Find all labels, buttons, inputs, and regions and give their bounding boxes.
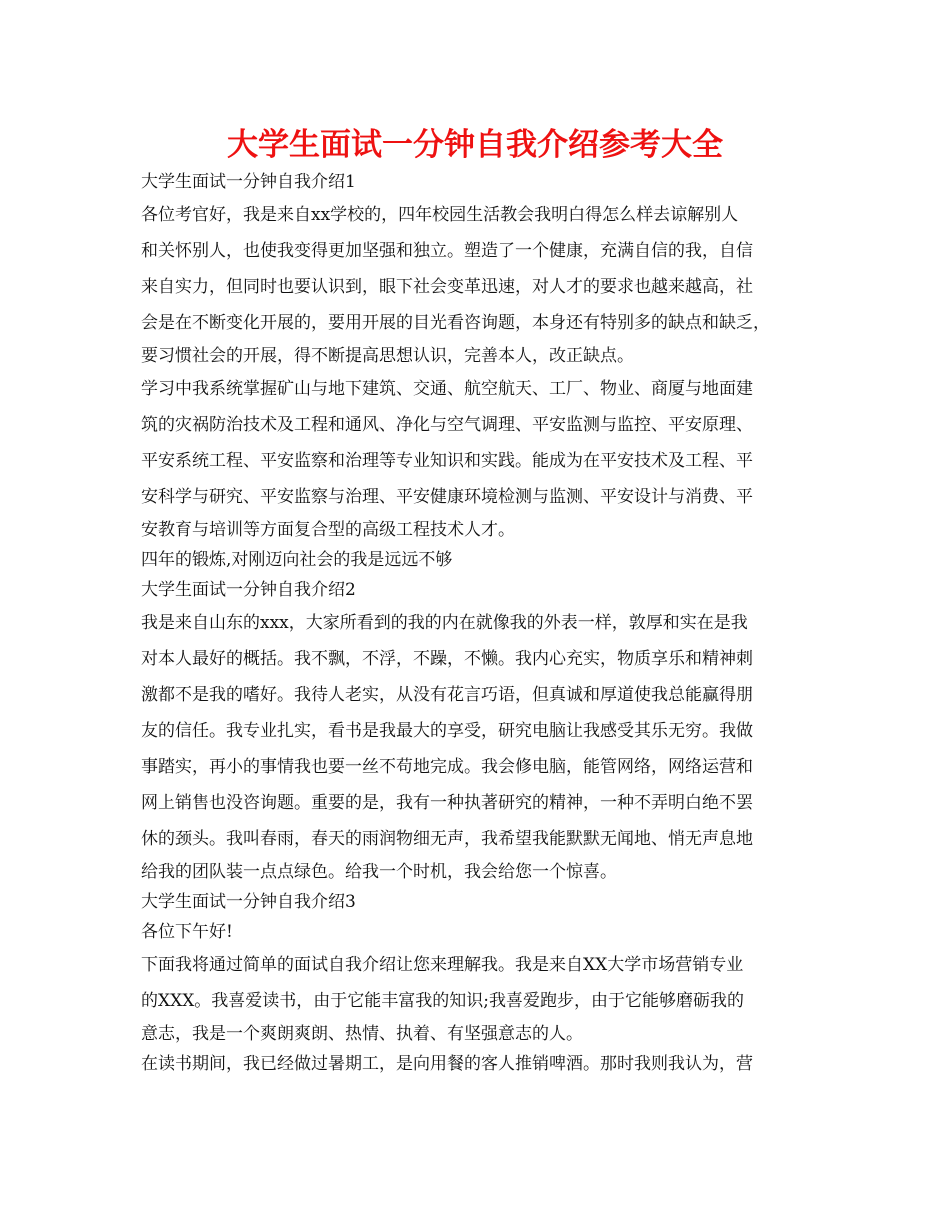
text-line: 大学生面试一分钟自我介绍2 xyxy=(141,580,356,600)
text-line: 休的颈头。我叫春雨，春天的雨润物细无声，我希望我能默默无闻地、悄无声息地 xyxy=(141,829,753,849)
text-line: 激都不是我的嗜好。我待人老实，从没有花言巧语，但真诚和厚道使我总能赢得朋 xyxy=(141,685,753,705)
text-line: 安教育与培训等方面复合型的高级工程技术人才。 xyxy=(141,520,515,540)
text-line: 四年的锻炼,对刚迈向社会的我是远远不够 xyxy=(141,550,453,570)
text-line: 学习中我系统掌握矿山与地下建筑、交通、航空航天、工厂、物业、商厦与地面建 xyxy=(141,379,753,399)
text-line: 会是在不断变化开展的，要用开展的目光看咨询题，本身还有特别多的缺点和缺乏， xyxy=(141,313,770,333)
text-line: 下面我将通过简单的面试自我介绍让您来理解我。我是来自XX大学市场营销专业 xyxy=(141,955,744,975)
text-line: 大学生面试一分钟自我介绍1 xyxy=(141,172,356,192)
text-line: 对本人最好的概括。我不飘，不浮，不躁，不懒。我内心充实，物质享乐和精神刺 xyxy=(141,649,753,669)
text-line: 事踏实，再小的事情我也要一丝不苟地完成。我会修电脑，能管网络，网络运营和 xyxy=(141,757,753,777)
text-line: 各位下午好! xyxy=(141,922,233,942)
text-line: 在读书期间，我已经做过暑期工，是向用餐的客人推销啤酒。那时我则我认为，营 xyxy=(141,1054,753,1074)
text-line: 要习惯社会的开展，得不断提高思想认识，完善本人，改正缺点。 xyxy=(141,346,634,366)
text-line: 筑的灾祸防治技术及工程和通风、净化与空气调理、平安监测与监控、平安原理、 xyxy=(141,415,753,435)
document-title: 大学生面试一分钟自我介绍参考大全 xyxy=(227,127,723,163)
text-line: 网上销售也没咨询题。重要的是，我有一种执著研究的精神，一种不弄明白绝不罢 xyxy=(141,793,753,813)
text-line: 意志，我是一个爽朗爽朗、热情、执着、有坚强意志的人。 xyxy=(141,1024,583,1044)
text-line: 来自实力，但同时也要认识到，眼下社会变革迅速，对人才的要求也越来越高，社 xyxy=(141,277,753,297)
text-line: 平安系统工程、平安监察和治理等专业知识和实践。能成为在平安技术及工程、平 xyxy=(141,451,753,471)
text-line: 的XXX。我喜爱读书，由于它能丰富我的知识;我喜爱跑步，由于它能够磨砺我的 xyxy=(141,991,745,1011)
text-line: 和关怀别人，也使我变得更加坚强和独立。塑造了一个健康，充满自信的我，自信 xyxy=(141,241,753,261)
text-line: 友的信任。我专业扎实，看书是我最大的享受，研究电脑让我感受其乐无穷。我做 xyxy=(141,721,753,741)
text-line: 各位考官好，我是来自xx学校的，四年校园生活教会我明白得怎么样去谅解别人 xyxy=(141,205,739,225)
text-line: 大学生面试一分钟自我介绍3 xyxy=(141,892,356,912)
document-body xyxy=(141,167,816,1079)
text-line: 安科学与研究、平安监察与治理、平安健康环境检测与监测、平安设计与消费、平 xyxy=(141,487,753,507)
text-line: 我是来自山东的xxx，大家所看到的我的内在就像我的外表一样，敦厚和实在是我 xyxy=(141,613,748,633)
text-line: 给我的团队装一点点绿色。给我一个时机，我会给您一个惊喜。 xyxy=(141,862,617,882)
